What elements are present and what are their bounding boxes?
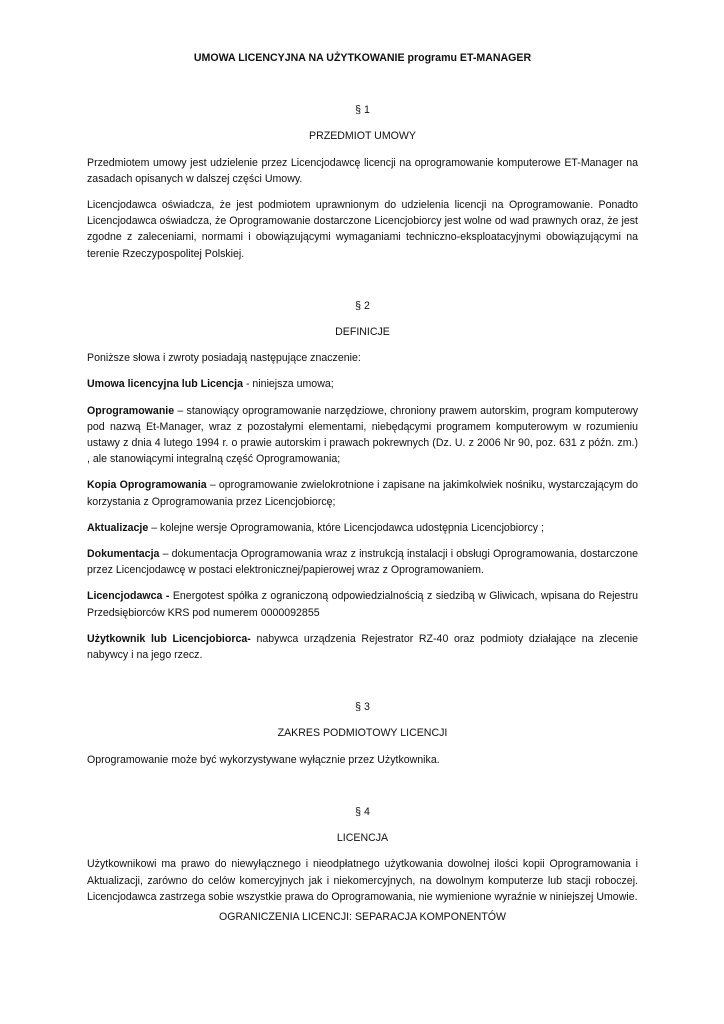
definition-updates [87,520,638,536]
section-3-heading: ZAKRES PODMIOTOWY LICENCJI [277,727,448,740]
definition-term: Umowa licencyjna lub Licencja [87,378,244,391]
section-3-number: § 3 [355,701,370,714]
definition-term: Licencjodawca - [87,590,170,603]
section-4-paragraph-1: Użytkownikowi ma prawo do niewyłącznego i nieodpłatnego użytkowania dowolnej ilości kopii Oprogramowania i Aktualizacji, zarówno do celów komercyjnych jak i niekomercyjnych, na dowolnym komputerze lub stacji roboczej. Licencjodawca zastrzega sobie wszystkie prawa do Oprogramowania, nie wymienione wyraźnie w niniejszej Umowie. [87,858,638,903]
section-4-number: § 4 [355,805,370,818]
definition-term: Aktualizacje [87,521,149,534]
definition-term: Oprogramowanie [87,404,175,417]
definition-term: Dokumentacja [87,548,160,561]
document-title: UMOWA LICENCYJNA NA UŻYTKOWANIE programu ET-MANAGER [193,52,532,64]
definition-text: Energotest spółka z ograniczoną odpowiedzialnością z siedzibą w Gliwicach, wpisana do Rejestru Przedsiębiorców KRS pod numerem 0000092855 [87,590,638,619]
document-page [87,50,638,925]
definition-software [87,403,638,468]
section-4-heading: LICENCJA [336,832,389,845]
definition-text: - niniejsza umowa; [243,378,334,391]
section-1-number: § 1 [355,104,370,117]
definition-text: – stanowiący oprogramowanie narzędziowe, chroniony prawem autorskim, program komputerowy pod nazwą Et-Manager, wraz z pozostałymi elementami, niebędącymi programem komputerowym w rozumieniu ustawy z dnia 4 lutego 1994 r. o prawie autorskim i prawach pokrewnych (Dz. U. z 2006 Nr 90, poz. 631 z późn. zm.) , ale stanowiącymi integralną część Oprogramowania; [87,404,638,466]
section-1-paragraph-2: Licencjodawca oświadcza, że jest podmiotem uprawnionym do udzielenia licencji na Oprogramowanie. Ponadto Licencjodawca oświadcza, że Oprogramowanie dostarczone Licencjobiorcy jest wolne od wad prawnych oraz, że jest zgodne z zaleceniami, normami i obowiązującymi wymaganiami techniczno-eksploatacyjnymi obowiązującymi na terenie Rzeczypospolitej Polskiej. [87,199,638,260]
definition-text: – dokumentacja Oprogramowania wraz z instrukcją instalacji i obsługi Oprogramowania, dostarczone przez Licencjodawcę w postaci elektronicznej/papierowej wraz z Oprogramowaniem. [87,548,638,577]
definition-text: – kolejne wersje Oprogramowania, które Licencjodawca udostępnia Licencjobiorcy ; [148,521,544,534]
definition-licence [87,376,638,392]
section-2-heading: DEFINICJE [335,326,390,339]
definition-software-copy [87,477,638,509]
definition-text: nabywca urządzenia Rejestrator RZ-40 oraz podmioty działające na zlecenie nabywcy i na jego rzecz. [87,632,639,662]
definition-documentation [87,546,638,578]
section-1-heading: PRZEDMIOT UMOWY [309,130,416,143]
definition-user [87,631,638,663]
definition-licensor [87,588,638,620]
section-4-subheading: OGRANICZENIA LICENCJI: SEPARACJA KOMPONENTÓW [218,910,507,923]
definition-term: Kopia Oprogramowania [87,479,207,492]
section-2-intro: Poniższe słowa i zwroty posiadają następujące znaczenie: [87,352,361,365]
definition-term: Użytkownik lub Licencjobiorca- [87,632,251,645]
section-2-number: § 2 [355,299,370,312]
section-3-paragraph-1: Oprogramowanie może być wykorzystywane wyłącznie przez Użytkownika. [87,753,440,766]
section-1-paragraph-1: Przedmiotem umowy jest udzielenie przez Licencjodawcę licencji na oprogramowanie komputerowe ET-Manager na zasadach opisanych w dalszej części Umowy. [87,156,638,185]
definition-text: – oprogramowanie zwielokrotnione i zapisane na jakimkolwiek nośniku, wystarczającym do korzystania z Oprogramowania przez Licencjobiorcę; [87,479,638,508]
